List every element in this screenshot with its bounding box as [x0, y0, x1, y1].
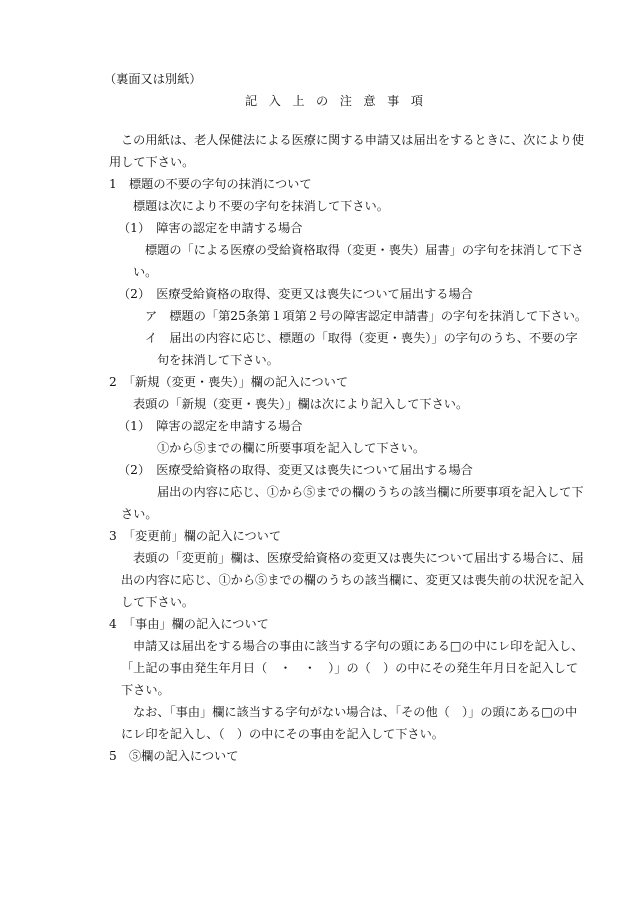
document-title: 記入上の注意事項 — [245, 94, 435, 108]
section-2-sub-2-heading: （2） 医療受給資格の取得、変更又は喪失について届出する場合 — [118, 463, 473, 477]
header-note: （裏面又は別紙） — [104, 72, 202, 86]
section-1-sub-1-heading: （1） 障害の認定を申請する場合 — [118, 221, 303, 235]
section-4-heading: 4 「事由」欄の記入について — [109, 617, 269, 631]
section-3-line-1: 表頭の「変更前」欄は、医療受給資格の変更又は喪失について届出する場合に、届 — [133, 551, 584, 565]
section-2-sub-2-line-1: 届出の内容に応じ、①から⑤までの欄のうちの該当欄に所要事項を記入して下 — [157, 485, 584, 499]
section-1-item-i-line-1: イ 届出の内容に応じ、標題の「取得（変更・喪失）」の字句のうち、不要の字 — [145, 331, 578, 345]
section-2-sub-2-line-2: さい。 — [121, 507, 158, 521]
section-3-heading: 3 「変更前」欄の記入について — [109, 529, 282, 543]
section-3-line-2: 出の内容に応じ、①から⑤までの欄のうちの該当欄に、変更又は喪失前の状況を記入 — [121, 573, 585, 587]
section-4-line-5: にレ印を記入し、（ ）の中にその事由を記入して下さい。 — [121, 727, 444, 741]
section-2-sub-1-line: ①から⑤までの欄に所要事項を記入して下さい。 — [157, 441, 426, 455]
section-1-item-a: ア 標題の「第25条第１項第２号の障害認定申請書」の字句を抹消して下さい。 — [145, 309, 588, 323]
section-4-line-4: なお、「事由」欄に該当する字句がない場合は、「その他（ ）」の頭にある□の中 — [133, 705, 578, 719]
section-1-sub-2-heading: （2） 医療受給資格の取得、変更又は喪失について届出する場合 — [118, 287, 473, 301]
intro-line-2: 用して下さい。 — [109, 155, 195, 169]
section-1-sub-1-line-1: 標題の「による医療の受給資格取得（変更・喪失）届書」の字句を抹消して下さ — [145, 243, 584, 257]
section-1-item-i-line-2: 句を抹消して下さい。 — [157, 353, 279, 367]
section-2-heading: 2 「新規（変更・喪失）」欄の記入について — [109, 375, 349, 389]
section-1-heading: 1 標題の不要の字句の抹消について — [109, 177, 312, 191]
section-3-line-3: して下さい。 — [121, 595, 195, 609]
section-4-line-2: 「上記の事由発生年月日（ ・ ・ ）」の（ ）の中にその発生年月日を記入して — [121, 661, 579, 675]
section-5-heading: 5 ⑤欄の記入について — [109, 749, 239, 763]
section-4-line-3: 下さい。 — [121, 683, 170, 697]
section-4-line-1: 申請又は届出をする場合の事由に該当する字句の頭にある□の中にレ印を記入し、 — [133, 639, 584, 653]
section-2-lead: 表頭の「新規（変更・喪失）」欄は次により記入して下さい。 — [133, 397, 469, 411]
section-2-sub-1-heading: （1） 障害の認定を申請する場合 — [118, 419, 303, 433]
section-1-sub-1-line-2: い。 — [133, 265, 158, 279]
intro-line-1: この用紙は、老人保健法による医療に関する申請又は届出をするときに、次により使 — [121, 133, 585, 147]
section-1-lead: 標題は次により不要の字句を抹消して下さい。 — [133, 199, 389, 213]
